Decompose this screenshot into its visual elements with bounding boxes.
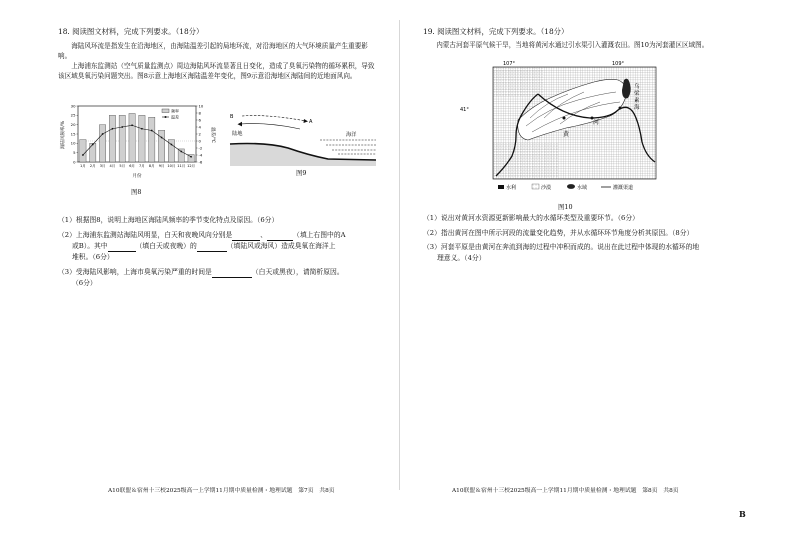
figure-10-map: [460, 58, 670, 198]
figure-8-caption: 图8: [131, 188, 142, 196]
wind-arrow-b: [240, 124, 300, 129]
x-tick-label: 6月: [129, 164, 135, 168]
question-18-title: 18. 阅读图文材料，完成下列要求。（18分）: [58, 27, 204, 36]
sub-2-text-c: 或B）。其中: [72, 242, 108, 250]
bar-frequency: [99, 125, 105, 162]
y-right-tick-label: 0: [198, 138, 201, 144]
label-huang: 黄: [563, 131, 570, 138]
label-he: 河: [593, 119, 600, 126]
answer-blank-day-or-night[interactable]: [108, 243, 136, 252]
answer-blank-daytime-wind[interactable]: [232, 232, 260, 241]
page-8: [400, 0, 800, 544]
sub-3-text-a: （3）受海陆风影响，上海市臭氧污染严重的时间是: [58, 268, 212, 276]
legend-desert: 沙漠: [541, 185, 552, 191]
question-18-sub-2-line-2: [72, 241, 336, 252]
sub-2-text-b: （填上右图中的A: [293, 231, 346, 239]
point-temperature: [171, 144, 173, 146]
bar-frequency: [90, 143, 96, 162]
bar-frequency: [129, 113, 135, 162]
svg-text:素: 素: [634, 98, 640, 104]
legend-water-area: 水域: [577, 185, 588, 191]
question-19-sub-1: （1）说出对黄河水资源更新影响最大的水循环类型及重要环节。（6分）: [423, 214, 639, 222]
page-7-footer: A10联盟＆宿州十三校2025级高一上学期11月期中质量检测・地理试题 第7页 共8页: [108, 488, 335, 494]
label-b: B: [230, 114, 234, 120]
x-tick-label: 8月: [148, 164, 155, 168]
legend-icon-water-area: [567, 184, 575, 189]
paper-version-mark: B: [739, 509, 746, 519]
map-legend: [498, 184, 633, 191]
point-temperature: [161, 137, 163, 139]
y-left-tick-label: 30: [70, 103, 76, 109]
legend-label-frequency: 频率: [171, 108, 179, 114]
label-a: A: [309, 119, 313, 125]
lon-label-109: 109°: [612, 61, 625, 67]
svg-text:梁: 梁: [634, 91, 640, 97]
point-temperature: [190, 156, 192, 158]
question-18-sub-2-line-1: [58, 230, 346, 241]
chart-ylabel-left: 海陆风频率/%: [61, 120, 66, 150]
y-right-tick-label: 4: [198, 124, 201, 130]
sub-2-text-e: （填陆风或海风）造成臭氧在海洋上: [226, 242, 336, 250]
sub-2-text-a: （2）上海浦东监测站海陆风明显，白天和夜晚风向分别是: [58, 231, 233, 239]
y-right-tick-label: -2: [198, 145, 203, 151]
point-temperature: [131, 124, 133, 126]
question-19-sub-3-line-2: 理意义。（4分）: [437, 254, 486, 262]
y-right-tick-label: 8: [198, 110, 201, 116]
answer-blank-land-or-sea-breeze[interactable]: [197, 243, 227, 252]
question-19-title: 19. 阅读图文材料，完成下列要求。（18分）: [423, 27, 569, 36]
question-19-paragraph-1: 内蒙古河套平原气候干旱，当地将黄河水通过引水渠引入灌溉农田。图10为河套灌区区域图。: [436, 41, 709, 49]
x-tick-label: 5月: [119, 164, 126, 168]
point-temperature: [102, 133, 104, 135]
lon-label-107: 107°: [503, 61, 516, 67]
label-lake: [634, 82, 640, 111]
x-tick-label: 4月: [109, 164, 116, 168]
chart-ylabel-right: 温差/℃: [210, 127, 215, 143]
bar-frequency: [80, 140, 86, 162]
legend-water-project: 水利: [506, 185, 517, 191]
x-tick-label: 11月: [177, 164, 186, 168]
point-temperature: [92, 144, 94, 146]
x-tick-label: 2月: [89, 164, 96, 168]
question-19-sub-3-line-1: （3）河套平原是由黄河在奔流到海的过程中冲积而成的。说出在此过程中体现的水循环的地: [423, 243, 700, 251]
label-land: 陆地: [232, 131, 243, 137]
question-18-sub-3-line-2: （6分）: [72, 279, 97, 287]
point-temperature: [151, 130, 153, 132]
water-project-3: [619, 107, 622, 110]
x-tick-label: 7月: [139, 164, 145, 168]
question-18-sub-2-line-3: 堆积。（6分）: [72, 253, 114, 261]
y-right-tick-label: -6: [198, 159, 203, 165]
legend-canal: 灌溉渠道: [613, 185, 634, 191]
chart-legend: [162, 107, 179, 119]
figure-10-caption: 图10: [558, 203, 573, 211]
y-left-tick-label: 25: [70, 112, 76, 118]
point-temperature: [180, 151, 182, 153]
question-18-paragraph-2: 上海浦东监测站（空气质量监测点）周边海陆风环流显著且日变化，造成了臭氧污染物的循环累积，导致该区域臭氧污染问题突出。图8示意上海地区海陆温差年变化，图9示意沿海地区海陆间的近地面风向。: [58, 62, 375, 81]
lat-label-41: 41°: [460, 107, 469, 113]
legend-icon-desert: [532, 184, 539, 189]
question-18-paragraph-1: 海陆风环流是指发生在沿海地区，由海陆温差引起的局地环流，对沿海地区的大气环境质量产生重要影响。: [58, 42, 368, 61]
figure-8-chart: [58, 103, 218, 183]
y-left-tick-label: 5: [73, 150, 76, 156]
sub-2-text-d: （填白天或夜晚）的: [135, 242, 197, 250]
water-project-1: [563, 117, 566, 120]
bar-frequency: [149, 117, 155, 162]
x-tick-label: 1月: [80, 164, 86, 168]
point-temperature: [112, 128, 114, 130]
wind-arrow-b-head: [238, 122, 243, 127]
x-tick-label: 3月: [99, 164, 106, 168]
legend-swatch-frequency: [162, 109, 169, 113]
sub-2-separator: 、: [260, 231, 268, 239]
point-temperature: [141, 128, 143, 130]
seabed-shade: [230, 144, 376, 167]
desert-area-north: [494, 68, 544, 96]
answer-blank-ozone-time[interactable]: [212, 269, 252, 278]
svg-text:海: 海: [634, 105, 640, 111]
y-right-tick-label: 10: [198, 103, 204, 109]
y-left-tick-label: 10: [70, 140, 76, 146]
svg-text:乌: 乌: [634, 84, 640, 90]
sub-3-text-b: （白天或黑夜），请简析原因。: [251, 268, 344, 276]
label-sea: 海洋: [346, 132, 357, 138]
legend-marker-temperature: [165, 116, 167, 118]
figure-9-caption: 图9: [296, 169, 307, 177]
desert-area-south: [494, 143, 558, 178]
y-right-tick-label: -4: [198, 152, 203, 158]
question-18-sub-1: （1）根据图8，说明上海地区海陆风频率的季节变化特点及原因。（6分）: [58, 216, 279, 224]
page-8-footer: A10联盟＆宿州十三校2025级高一上学期11月期中质量检测・地理试题 第8页 共8页: [452, 488, 679, 494]
chart-xlabel: 月份: [132, 174, 142, 179]
bar-frequency: [158, 130, 164, 162]
point-temperature: [82, 154, 84, 156]
wind-arrow-a-head: [304, 119, 309, 123]
y-right-tick-label: 2: [198, 131, 201, 137]
bar-frequency: [119, 115, 125, 162]
legend-label-temperature: 温差: [171, 114, 179, 120]
legend-icon-water-project: [498, 185, 504, 189]
question-19-sub-2: （2）指出黄河在图中所示河段的流量变化趋势，并从水循环环节角度分析其原因。（8分）: [423, 229, 694, 237]
x-tick-label: 9月: [158, 164, 165, 168]
question-18-sub-3-line-1: [58, 267, 344, 278]
x-tick-label: 10月: [167, 164, 176, 168]
bar-frequency: [109, 115, 115, 162]
y-left-tick-label: 0: [73, 159, 76, 165]
x-tick-label: 12月: [187, 164, 196, 168]
answer-blank-night-wind[interactable]: [267, 232, 293, 241]
point-temperature: [121, 126, 123, 128]
figure-9-diagram: [228, 108, 378, 166]
bar-frequency: [139, 115, 145, 162]
y-left-tick-label: 20: [70, 122, 76, 128]
y-right-tick-label: 6: [198, 117, 201, 123]
wind-arrow-a: [242, 116, 306, 121]
y-left-tick-label: 15: [70, 131, 76, 137]
